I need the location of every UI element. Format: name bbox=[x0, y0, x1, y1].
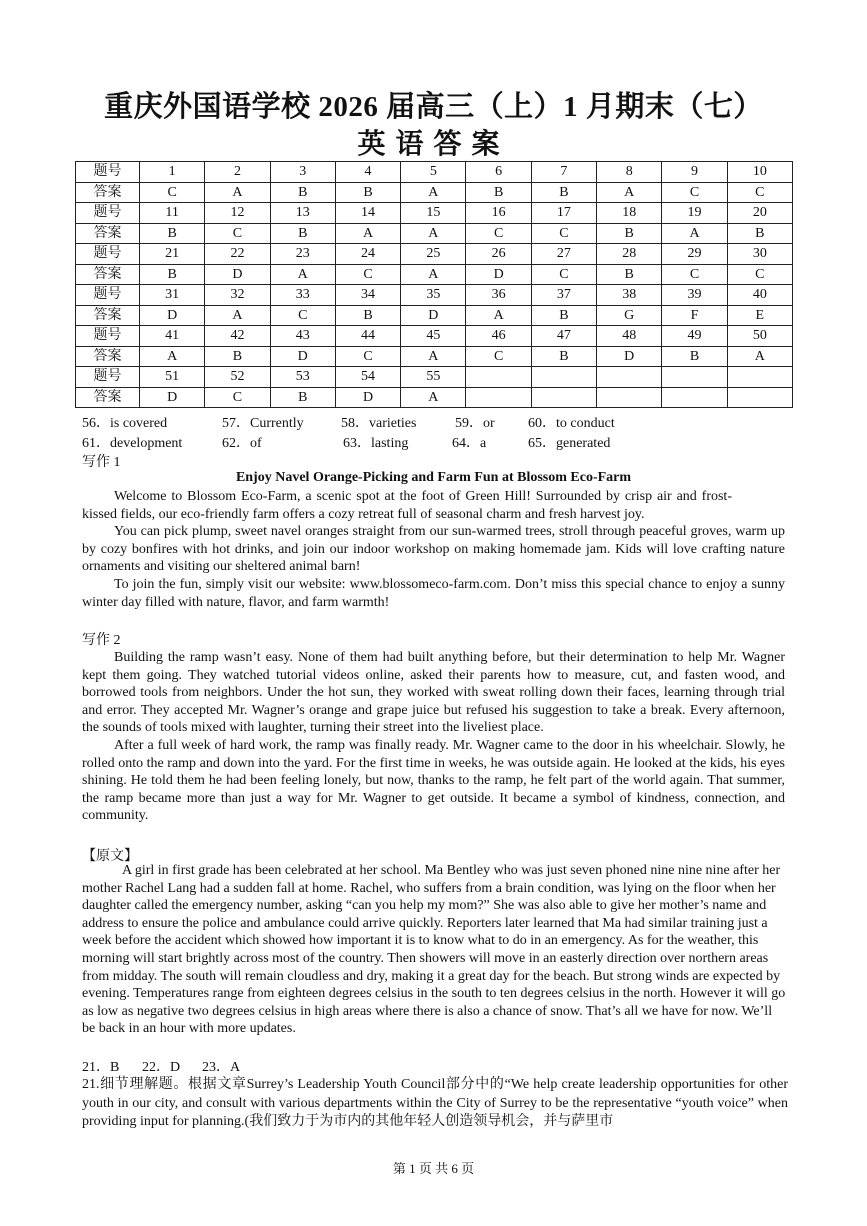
answer-table-cell: 51 bbox=[140, 367, 205, 388]
answer-table-cell: 34 bbox=[335, 285, 400, 306]
answer-table-cell: 22 bbox=[205, 244, 270, 265]
answer-table-cell: E bbox=[727, 305, 792, 326]
answer-table bbox=[75, 161, 793, 408]
answer-table-cell: 46 bbox=[466, 326, 531, 347]
answer-table-cell: A bbox=[597, 182, 662, 203]
answer-table-cell: 6 bbox=[466, 162, 531, 183]
answer-table-cell: 35 bbox=[401, 285, 466, 306]
answer-table-cell: 28 bbox=[597, 244, 662, 265]
answer-table-cell: 50 bbox=[727, 326, 792, 347]
answer-table-cell: D bbox=[140, 387, 205, 408]
fill-in-answer: 62．of bbox=[222, 436, 262, 451]
writing1-title: Enjoy Navel Orange-Picking and Farm Fun at Blossom Eco-Farm bbox=[235, 470, 632, 485]
answer-table-cell: 45 bbox=[401, 326, 466, 347]
answer-table-cell: C bbox=[140, 182, 205, 203]
answer-table-cell: 21 bbox=[140, 244, 205, 265]
answer-table-cell: 29 bbox=[662, 244, 727, 265]
answer-table-cell bbox=[531, 387, 596, 408]
answer-table-cell: 33 bbox=[270, 285, 335, 306]
answer-table-cell: C bbox=[531, 264, 596, 285]
answer-table-cell: A bbox=[270, 264, 335, 285]
answer-table-cell: 12 bbox=[205, 203, 270, 224]
answer-table-cell: C bbox=[662, 182, 727, 203]
answer-table-cell: A bbox=[401, 182, 466, 203]
writing1-paragraph: You can pick plump, sweet navel oranges straight from our sun-warmed trees, stroll through peaceful groves, warm up by cozy bonfires with hot drinks, and join our indoor workshop on making homemade jam. Kids will love crafting nature ornaments and visiting our sheltered animal barn! bbox=[82, 524, 785, 575]
answer-table-cell: B bbox=[335, 182, 400, 203]
answer-table-cell: 23 bbox=[270, 244, 335, 265]
answer-table-cell: C bbox=[335, 264, 400, 285]
explanation-text: 21.细节理解题。根据文章Surrey’s Leadership Youth Council部分中的“We help create leadership opportunities for other youth in our city, and consult with various departments within the City of Surrey to be the representative “youth voice” when providing input for planning.(我们致力于为市内的其他年轻人创造领导机会，并与萨里市 bbox=[82, 1077, 788, 1129]
answer-table-row-label: 题号 bbox=[76, 367, 140, 388]
answer-table-cell bbox=[466, 387, 531, 408]
answer-table-cell: 54 bbox=[335, 367, 400, 388]
writing2-body bbox=[82, 649, 785, 825]
answer-table-cell: 13 bbox=[270, 203, 335, 224]
answer-table-row-label: 题号 bbox=[76, 244, 140, 265]
answer-table-row bbox=[76, 285, 793, 306]
answer-table-cell: 38 bbox=[597, 285, 662, 306]
writing2-paragraph: Building the ramp wasn’t easy. None of them had built anything before, but their determination to help Mr. Wagner kept them going. They watched tutorial videos online, asked their parents how to measure, cut, and fasten wood, and borrowed tools from neighbors. Under the hot sun, they worked with sweat rolling down their faces, learning through trial and error. They accepted Mr. Wagner’s orange and grape juice but refused his suggestion to take a break. Every afternoon, the sounds of tools mixed with laughter, turning their street into the liveliest place. bbox=[82, 650, 785, 736]
answer-table-cell bbox=[597, 367, 662, 388]
answer-table-cell: 18 bbox=[597, 203, 662, 224]
answer-table-cell: 9 bbox=[662, 162, 727, 183]
answer-table-cell: C bbox=[270, 305, 335, 326]
answer-table-cell: B bbox=[140, 264, 205, 285]
answer-table-cell: 32 bbox=[205, 285, 270, 306]
answer-table-cell: A bbox=[727, 346, 792, 367]
answer-table-row bbox=[76, 244, 793, 265]
listening-answer: 22．D bbox=[142, 1060, 181, 1075]
answer-table-row-label: 答案 bbox=[76, 387, 140, 408]
answer-table-row-label: 答案 bbox=[76, 346, 140, 367]
answer-table-cell: 30 bbox=[727, 244, 792, 265]
answer-table-cell: 40 bbox=[727, 285, 792, 306]
answer-table-row-label: 答案 bbox=[76, 182, 140, 203]
answer-table-cell: A bbox=[401, 223, 466, 244]
answer-table-cell bbox=[531, 367, 596, 388]
answer-table-cell: 36 bbox=[466, 285, 531, 306]
writing2-paragraph: After a full week of hard work, the ramp was finally ready. Mr. Wagner came to the door in his wheelchair. Slowly, he rolled onto the ramp and down into the yard. For the first time in weeks, he was outside again. He looked at the kids, his eyes shining. He told them he had been feeling lonely, but now, thanks to the ramp, he felt part of the world again. That summer, the ramp became more than just a way for Mr. Wagner to get outside. It became a symbol of kindness, connection, and community. bbox=[82, 737, 785, 824]
answer-table-cell: 27 bbox=[531, 244, 596, 265]
answer-table-cell: B bbox=[270, 387, 335, 408]
answer-table-row-label: 题号 bbox=[76, 326, 140, 347]
answer-table-cell: B bbox=[662, 346, 727, 367]
answer-table-cell: 19 bbox=[662, 203, 727, 224]
fill-in-answer: 60．to conduct bbox=[528, 416, 615, 431]
answer-table-cell: A bbox=[205, 182, 270, 203]
answer-table-cell: 8 bbox=[597, 162, 662, 183]
answer-table-cell: A bbox=[205, 305, 270, 326]
answer-table-row bbox=[76, 305, 793, 326]
answer-table-row bbox=[76, 203, 793, 224]
answer-table-cell: 14 bbox=[335, 203, 400, 224]
answer-table-cell: B bbox=[531, 305, 596, 326]
answer-table-cell: C bbox=[727, 182, 792, 203]
writing2-label: 写作 2 bbox=[82, 633, 121, 648]
answer-table-cell: D bbox=[140, 305, 205, 326]
answer-table-cell: 44 bbox=[335, 326, 400, 347]
answer-table-cell: C bbox=[662, 264, 727, 285]
page-subtitle: 英语答案 bbox=[357, 129, 510, 160]
answer-table-cell: B bbox=[727, 223, 792, 244]
answer-table-cell bbox=[662, 387, 727, 408]
answer-table-cell bbox=[466, 367, 531, 388]
answer-table-cell: C bbox=[531, 223, 596, 244]
answer-table-row bbox=[76, 387, 793, 408]
answer-table-cell bbox=[597, 387, 662, 408]
answer-table-cell: D bbox=[401, 305, 466, 326]
answer-table-cell: 49 bbox=[662, 326, 727, 347]
answer-table-cell: 26 bbox=[466, 244, 531, 265]
listening-answer: 23．A bbox=[202, 1060, 241, 1075]
answer-table-cell: A bbox=[401, 387, 466, 408]
answer-table-cell: B bbox=[597, 223, 662, 244]
answer-table-cell: 7 bbox=[531, 162, 596, 183]
answer-table-cell: 4 bbox=[335, 162, 400, 183]
answer-table-cell: D bbox=[466, 264, 531, 285]
answer-table-cell: G bbox=[597, 305, 662, 326]
answer-table-cell: 41 bbox=[140, 326, 205, 347]
answer-table-row-label: 答案 bbox=[76, 264, 140, 285]
writing1-body bbox=[82, 488, 785, 611]
original-text-body bbox=[82, 862, 788, 1038]
fill-in-answer: 63．lasting bbox=[343, 436, 409, 451]
answer-table-cell: B bbox=[205, 346, 270, 367]
answer-table-cell: 20 bbox=[727, 203, 792, 224]
answer-table-cell: 25 bbox=[401, 244, 466, 265]
answer-table-cell: C bbox=[205, 223, 270, 244]
answer-table-row bbox=[76, 162, 793, 183]
answer-table-cell: A bbox=[140, 346, 205, 367]
answer-table-cell: B bbox=[270, 182, 335, 203]
answer-table-row bbox=[76, 367, 793, 388]
answer-table-cell: B bbox=[140, 223, 205, 244]
answer-table-cell: 17 bbox=[531, 203, 596, 224]
answer-table-cell: 15 bbox=[401, 203, 466, 224]
answer-table-row bbox=[76, 326, 793, 347]
answer-table-row-label: 题号 bbox=[76, 285, 140, 306]
answer-table-row-label: 答案 bbox=[76, 305, 140, 326]
fill-in-answer: 61．development bbox=[82, 436, 183, 451]
answer-table-cell: A bbox=[662, 223, 727, 244]
answer-table-cell: C bbox=[335, 346, 400, 367]
fill-in-answer: 57．Currently bbox=[222, 416, 304, 431]
answer-table-cell: D bbox=[335, 387, 400, 408]
writing1-label: 写作 1 bbox=[82, 455, 121, 470]
page-footer: 第 1 页 共 6 页 bbox=[392, 1161, 475, 1176]
answer-table-cell: 16 bbox=[466, 203, 531, 224]
original-text-paragraph: A girl in first grade has been celebrated at her school. Ma Bentley who was just seven phoned nine nine nine after her mother Rachel Lang had a sudden fall at home. Rachel, who suffers from a brain condition, was lying on the floor when her daughter called the emergency number, asking “can you help my mom?” She was also able to give her mother’s name and address to ensure the police and ambulance could arrive quickly. Reporters later learned that Ma had similar training just a week before the accident which showed how important it is to know what to do in an emergency. As for the weather, this morning will start brightly across most of the country. Then showers will move in an easterly direction over northern areas from midday. The south will remain cloudless and dry, making it a great day for the beach. But strong winds are expected by evening. Temperatures range from eighteen degrees celsius in the south to ten degrees celsius in the north. However it will go as low as negative two degrees celsius in high areas where there is also a chance of snow. That’s all we have for now. We’ll be back in an hour with more updates. bbox=[82, 863, 786, 1037]
fill-in-answer: 65．generated bbox=[528, 436, 611, 451]
answer-table-cell: 42 bbox=[205, 326, 270, 347]
original-text-label: 【原文】 bbox=[82, 849, 138, 864]
answer-table-cell: B bbox=[335, 305, 400, 326]
answer-table-cell: D bbox=[270, 346, 335, 367]
answer-table-cell: A bbox=[335, 223, 400, 244]
answer-table-cell: 47 bbox=[531, 326, 596, 347]
page-title: 重庆外国语学校 2026 届高三（上）1 月期末（七） bbox=[104, 91, 763, 123]
answer-table-cell bbox=[727, 367, 792, 388]
answer-table-cell bbox=[662, 367, 727, 388]
answer-table-cell: 52 bbox=[205, 367, 270, 388]
answer-table-row bbox=[76, 264, 793, 285]
answer-table-row bbox=[76, 223, 793, 244]
answer-table-cell: 43 bbox=[270, 326, 335, 347]
answer-table-cell: C bbox=[205, 387, 270, 408]
answer-table-cell: F bbox=[662, 305, 727, 326]
answer-table-row bbox=[76, 346, 793, 367]
answer-table-row-label: 题号 bbox=[76, 162, 140, 183]
answer-table-cell: 37 bbox=[531, 285, 596, 306]
answer-table-cell: 55 bbox=[401, 367, 466, 388]
fill-in-answer: 58．varieties bbox=[341, 416, 417, 431]
answer-table-cell: D bbox=[205, 264, 270, 285]
answer-table-cell: A bbox=[401, 346, 466, 367]
answer-table-cell: A bbox=[466, 305, 531, 326]
answer-table-cell: 2 bbox=[205, 162, 270, 183]
answer-table-cell: B bbox=[270, 223, 335, 244]
answer-table-cell: 53 bbox=[270, 367, 335, 388]
answer-table-cell: C bbox=[727, 264, 792, 285]
answer-table-cell: C bbox=[466, 223, 531, 244]
answer-table-cell: 5 bbox=[401, 162, 466, 183]
answer-table-cell: 3 bbox=[270, 162, 335, 183]
answer-table-cell: D bbox=[597, 346, 662, 367]
answer-table-cell bbox=[727, 387, 792, 408]
fill-in-answer: 64．a bbox=[452, 436, 487, 451]
answer-table-cell: B bbox=[597, 264, 662, 285]
answer-table-row-label: 答案 bbox=[76, 223, 140, 244]
answer-table-cell: 24 bbox=[335, 244, 400, 265]
writing1-paragraph: To join the fun, simply visit our website: www.blossomeco-farm.com. Don’t miss this special chance to enjoy a sunny winter day filled with nature, flavor, and farm warmth! bbox=[82, 576, 785, 610]
answer-table-row-label: 题号 bbox=[76, 203, 140, 224]
answer-table-cell: B bbox=[531, 346, 596, 367]
fill-in-answer: 59．or bbox=[455, 416, 495, 431]
answer-table-cell: 11 bbox=[140, 203, 205, 224]
answer-table-cell: 31 bbox=[140, 285, 205, 306]
answer-table-cell: 1 bbox=[140, 162, 205, 183]
answer-table-row bbox=[76, 182, 793, 203]
fill-in-answer: 56．is covered bbox=[82, 416, 168, 431]
answer-table-cell: 48 bbox=[597, 326, 662, 347]
answer-table-cell: C bbox=[466, 346, 531, 367]
listening-answer: 21．B bbox=[82, 1060, 120, 1075]
answer-table-cell: B bbox=[531, 182, 596, 203]
answer-table-cell: 10 bbox=[727, 162, 792, 183]
answer-table-cell: A bbox=[401, 264, 466, 285]
answer-table-cell: B bbox=[466, 182, 531, 203]
answer-table-cell: 39 bbox=[662, 285, 727, 306]
writing1-paragraph: Welcome to Blossom Eco-Farm, a scenic spot at the foot of Green Hill! Surrounded by crisp air and frost-kissed fields, our eco-friendly farm offers a cozy retreat full of seasonal charm and fresh harvest joy. bbox=[82, 489, 732, 522]
